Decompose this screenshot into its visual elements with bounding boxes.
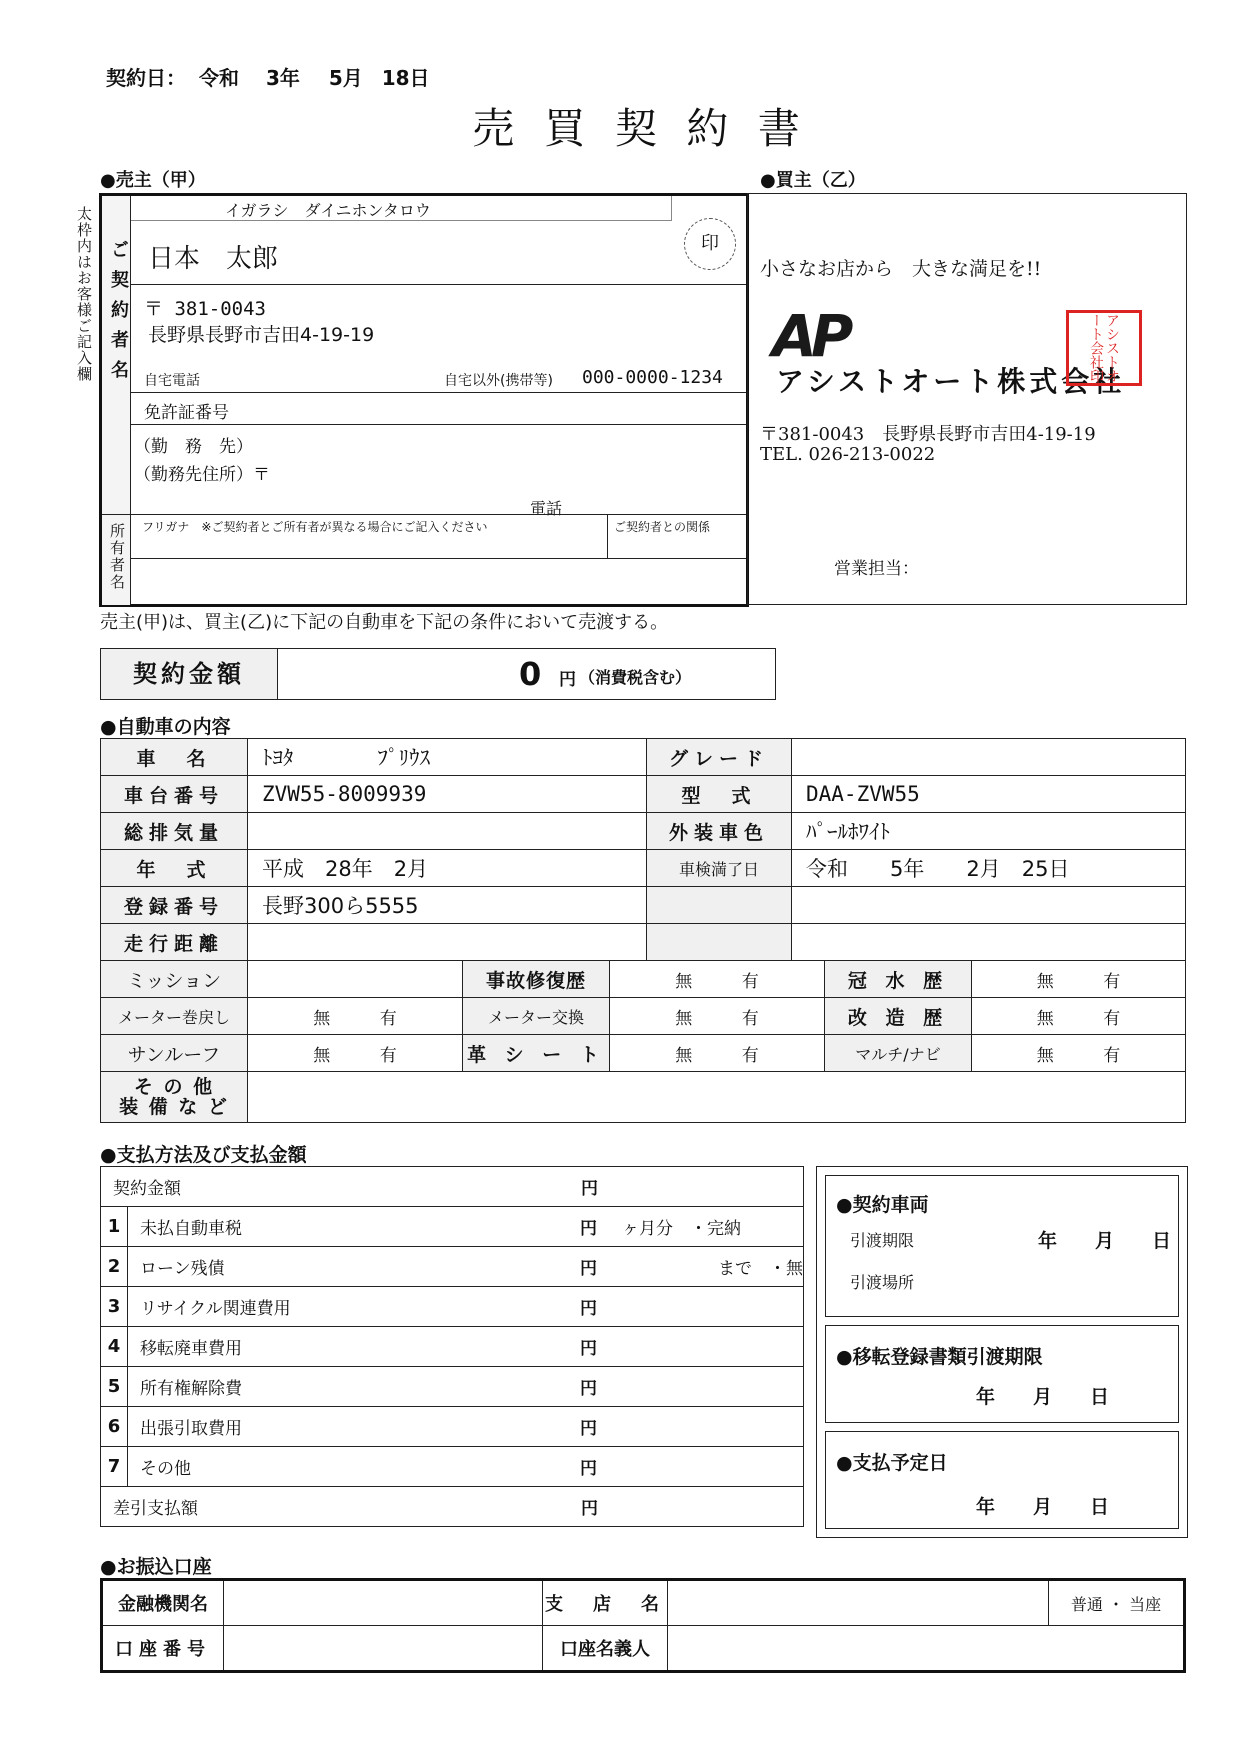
payment-row[interactable] bbox=[128, 1327, 804, 1367]
row-label: 出張引取費用 bbox=[140, 1419, 242, 1439]
statement: 売主(甲)は、買主(乙)に下記の自動車を下記の条件において売渡する。 bbox=[100, 612, 669, 633]
side-note: 太枠内はお客様ご記入欄 bbox=[75, 206, 93, 382]
yen-mark: 円 bbox=[580, 1419, 597, 1439]
seller-address[interactable]: 長野県長野市吉田4-19-19 bbox=[148, 324, 375, 346]
row-label: リサイクル関連費用 bbox=[140, 1299, 291, 1319]
modified-opts[interactable]: 無 有 bbox=[972, 998, 1186, 1035]
buyer-address: 〒381-0043 長野県長野市吉田4-19-19 bbox=[760, 424, 1096, 445]
account-no-label: 口座番号 bbox=[102, 1626, 224, 1672]
payment-table bbox=[100, 1166, 804, 1527]
yen-mark: 円 bbox=[581, 1179, 598, 1199]
contract-date-label: 契約日： bbox=[106, 66, 186, 90]
yen-mark: 円 bbox=[581, 1499, 598, 1519]
mileage-value[interactable] bbox=[248, 924, 647, 961]
seller-header: ●売主（甲） bbox=[100, 170, 206, 191]
leather-label: 革 シ ー ト bbox=[463, 1035, 610, 1072]
name-label: 車 名 bbox=[101, 739, 248, 776]
row-label: 所有権解除費 bbox=[140, 1379, 242, 1399]
modified-label: 改 造 歴 bbox=[825, 998, 972, 1035]
row-label: ローン残債 bbox=[140, 1259, 225, 1279]
holder-value[interactable] bbox=[668, 1626, 1185, 1672]
divider bbox=[607, 514, 608, 558]
empty-value bbox=[792, 887, 1186, 924]
row-extra: まで ・無 bbox=[718, 1259, 803, 1279]
year-label: 年 式 bbox=[101, 850, 248, 887]
meter-rollback-opts[interactable]: 無 有 bbox=[248, 998, 463, 1035]
balance-label: 差引支払額 bbox=[113, 1499, 198, 1519]
yen-mark: 円 bbox=[580, 1379, 597, 1399]
inspection-label: 車検満了日 bbox=[647, 850, 792, 887]
payment-row[interactable] bbox=[128, 1367, 804, 1407]
yen-mark: 円 bbox=[580, 1459, 597, 1479]
schedule-panel bbox=[816, 1166, 1188, 1538]
yen-mark: 円 bbox=[580, 1339, 597, 1359]
chassis-label: 車台番号 bbox=[101, 776, 248, 813]
other-phone[interactable]: 000-0000-1234 bbox=[582, 367, 723, 388]
seal-mark: 印 bbox=[684, 218, 736, 270]
payment-header: ●支払方法及び支払金額 bbox=[100, 1144, 307, 1166]
buyer-tel: TEL. 026-213-0022 bbox=[760, 444, 936, 465]
payment-row[interactable] bbox=[128, 1287, 804, 1327]
amount-value[interactable]: 0 bbox=[519, 655, 542, 693]
chassis-value[interactable]: ZVW55-8009939 bbox=[248, 776, 647, 813]
accident-opts[interactable]: 無 有 bbox=[610, 961, 825, 998]
model-label: 型 式 bbox=[647, 776, 792, 813]
row-num: 2 bbox=[101, 1247, 128, 1287]
work-label: （勤 務 先） bbox=[134, 437, 253, 457]
navi-label: マルチ/ナビ bbox=[825, 1035, 972, 1072]
payment-row[interactable] bbox=[128, 1447, 804, 1487]
contract-month: 5月 bbox=[328, 66, 363, 90]
divider bbox=[131, 514, 746, 515]
branch-label: 支 店 名 bbox=[543, 1580, 668, 1626]
row-label: その他 bbox=[140, 1459, 191, 1479]
seller-postal[interactable]: 〒 381-0043 bbox=[144, 298, 266, 320]
amount-unit: 円 bbox=[559, 670, 576, 690]
furigana-field[interactable] bbox=[131, 196, 672, 221]
reg-value[interactable]: 長野300ら5555 bbox=[248, 887, 647, 924]
payment-row[interactable] bbox=[128, 1247, 804, 1287]
sunroof-label: サンルーフ bbox=[101, 1035, 248, 1072]
pay-date-box bbox=[825, 1431, 1179, 1529]
leather-opts[interactable]: 無 有 bbox=[610, 1035, 825, 1072]
logo-text: AP bbox=[772, 302, 848, 370]
sunroof-opts[interactable]: 無 有 bbox=[248, 1035, 463, 1072]
vehicle-delivery-title: ●契約車両 bbox=[836, 1194, 929, 1216]
yen-mark: 円 bbox=[580, 1299, 597, 1319]
mileage-label: 走行距離 bbox=[101, 924, 248, 961]
flood-label: 冠 水 歴 bbox=[825, 961, 972, 998]
equipment-table bbox=[100, 960, 1186, 1123]
meter-swap-label: メーター交換 bbox=[463, 998, 610, 1035]
vehicle-delivery-box bbox=[825, 1175, 1179, 1317]
payment-row[interactable] bbox=[128, 1207, 804, 1247]
account-type[interactable]: 普通 ・ 当座 bbox=[1049, 1580, 1185, 1626]
pay-date[interactable]: 年 月 日 bbox=[976, 1496, 1110, 1518]
row-num: 1 bbox=[101, 1207, 128, 1247]
owner-label: 所有者名 bbox=[108, 523, 126, 591]
sales-label: 営業担当： bbox=[834, 559, 919, 579]
divider bbox=[131, 558, 746, 559]
work-address-label: （勤務先住所）〒 bbox=[134, 465, 270, 485]
grade-label: グレード bbox=[647, 739, 792, 776]
displacement-label: 総排気量 bbox=[101, 813, 248, 850]
grade-value[interactable] bbox=[792, 739, 1186, 776]
divider bbox=[131, 284, 746, 285]
company-stamp: アシストオート会社印 bbox=[1066, 310, 1142, 386]
seller-box bbox=[99, 193, 749, 607]
payment-contract-label: 契約金額 bbox=[113, 1179, 181, 1199]
color-label: 外装車色 bbox=[647, 813, 792, 850]
payment-row[interactable] bbox=[128, 1407, 804, 1447]
row-num: 7 bbox=[101, 1447, 128, 1487]
page-title: 売 買 契 約 書 bbox=[472, 104, 808, 153]
empty-value bbox=[792, 924, 1186, 961]
bank-header: ●お振込口座 bbox=[100, 1556, 212, 1578]
branch-value[interactable] bbox=[668, 1580, 1049, 1626]
car-name[interactable]: ﾄﾖﾀ ﾌﾟﾘｳｽ bbox=[248, 739, 647, 776]
mission-label: ミッション bbox=[101, 961, 248, 998]
docs-title: ●移転登録書類引渡期限 bbox=[836, 1346, 1043, 1368]
institution-label: 金融機関名 bbox=[102, 1580, 224, 1626]
contractor-label: ご契約者名 bbox=[108, 240, 129, 390]
model-value[interactable]: DAA-ZVW55 bbox=[792, 776, 1186, 813]
contract-day: 18日 bbox=[381, 66, 430, 90]
license-label: 免許証番号 bbox=[144, 403, 229, 423]
bank-table bbox=[100, 1578, 1186, 1673]
divider bbox=[131, 424, 746, 425]
work-phone-label: 電話 bbox=[530, 499, 563, 518]
owner-label-col bbox=[102, 514, 131, 605]
delivery-place-label: 引渡場所 bbox=[850, 1273, 915, 1292]
vehicle-table bbox=[100, 738, 1186, 961]
empty-label bbox=[647, 924, 792, 961]
holder-label: 口座名義人 bbox=[543, 1626, 668, 1672]
other-equip-label-1: そ の 他 bbox=[133, 1076, 215, 1098]
flood-opts[interactable]: 無 有 bbox=[972, 961, 1186, 998]
contract-year: 3年 bbox=[265, 66, 300, 90]
color-value[interactable]: ﾊﾟｰﾙﾎﾜｲﾄ bbox=[792, 813, 1186, 850]
inspection-value[interactable]: 令和 5年 2月 25日 bbox=[792, 850, 1186, 887]
other-equip-value[interactable] bbox=[248, 1072, 1186, 1123]
row-num: 4 bbox=[101, 1327, 128, 1367]
divider bbox=[131, 392, 746, 393]
yen-mark: 円 bbox=[580, 1219, 597, 1239]
row-num: 5 bbox=[101, 1367, 128, 1407]
docs-date[interactable]: 年 月 日 bbox=[976, 1386, 1110, 1408]
meter-swap-opts[interactable]: 無 有 bbox=[610, 998, 825, 1035]
owner-relation-label: ご契約者との関係 bbox=[614, 520, 711, 534]
vehicle-header: ●自動車の内容 bbox=[100, 716, 231, 738]
docs-box bbox=[825, 1325, 1179, 1423]
home-phone-label: 自宅電話 bbox=[144, 373, 200, 389]
furigana-value: イガラシ ダイニホンタロウ bbox=[225, 201, 431, 220]
buyer-box bbox=[747, 193, 1187, 605]
row-num: 3 bbox=[101, 1287, 128, 1327]
other-equip-label bbox=[101, 1072, 248, 1123]
amount-box bbox=[100, 648, 776, 700]
contractor-label-col bbox=[102, 196, 131, 514]
displacement-value[interactable] bbox=[248, 813, 647, 850]
accident-label: 事故修復歴 bbox=[463, 961, 610, 998]
owner-furigana-note: フリガナ ※ご契約者とご所有者が異なる場合にご記入ください bbox=[142, 520, 488, 534]
other-phone-label: 自宅以外(携帯等) bbox=[444, 373, 553, 389]
company-name: アシストオート株式会社 bbox=[776, 365, 1126, 398]
yen-mark: 円 bbox=[580, 1259, 597, 1279]
delivery-deadline-label: 引渡期限 bbox=[850, 1231, 915, 1250]
buyer-header: ●買主（乙） bbox=[760, 170, 866, 191]
row-label: 未払自動車税 bbox=[140, 1219, 242, 1239]
delivery-deadline-date[interactable]: 年 月 日 bbox=[1038, 1230, 1172, 1252]
contract-date bbox=[106, 62, 430, 91]
meter-rollback-label: メーター巻戻し bbox=[101, 998, 248, 1035]
year-value[interactable]: 平成 28年 2月 bbox=[248, 850, 647, 887]
buyer-slogan: 小さなお店から 大きな満足を!! bbox=[760, 258, 1042, 280]
other-equip-label-2: 装 備 な ど bbox=[119, 1096, 229, 1118]
mission-value[interactable] bbox=[248, 961, 463, 998]
amount-note: （消費税含む） bbox=[579, 668, 692, 687]
contract-era: 令和 bbox=[198, 66, 239, 90]
institution-value[interactable] bbox=[224, 1580, 543, 1626]
pay-date-title: ●支払予定日 bbox=[836, 1452, 948, 1474]
payment-contract-row bbox=[101, 1167, 804, 1207]
row-extra: ヶ月分 ・完納 bbox=[622, 1219, 741, 1239]
row-num: 6 bbox=[101, 1407, 128, 1447]
navi-opts[interactable]: 無 有 bbox=[972, 1035, 1186, 1072]
empty-label bbox=[647, 887, 792, 924]
payment-balance-row[interactable] bbox=[101, 1487, 804, 1527]
reg-label: 登録番号 bbox=[101, 887, 248, 924]
seller-name[interactable]: 日本 太郎 bbox=[148, 244, 279, 274]
row-label: 移転廃車費用 bbox=[140, 1339, 242, 1359]
amount-label: 契約金額 bbox=[101, 649, 278, 699]
account-no-value[interactable] bbox=[224, 1626, 543, 1672]
